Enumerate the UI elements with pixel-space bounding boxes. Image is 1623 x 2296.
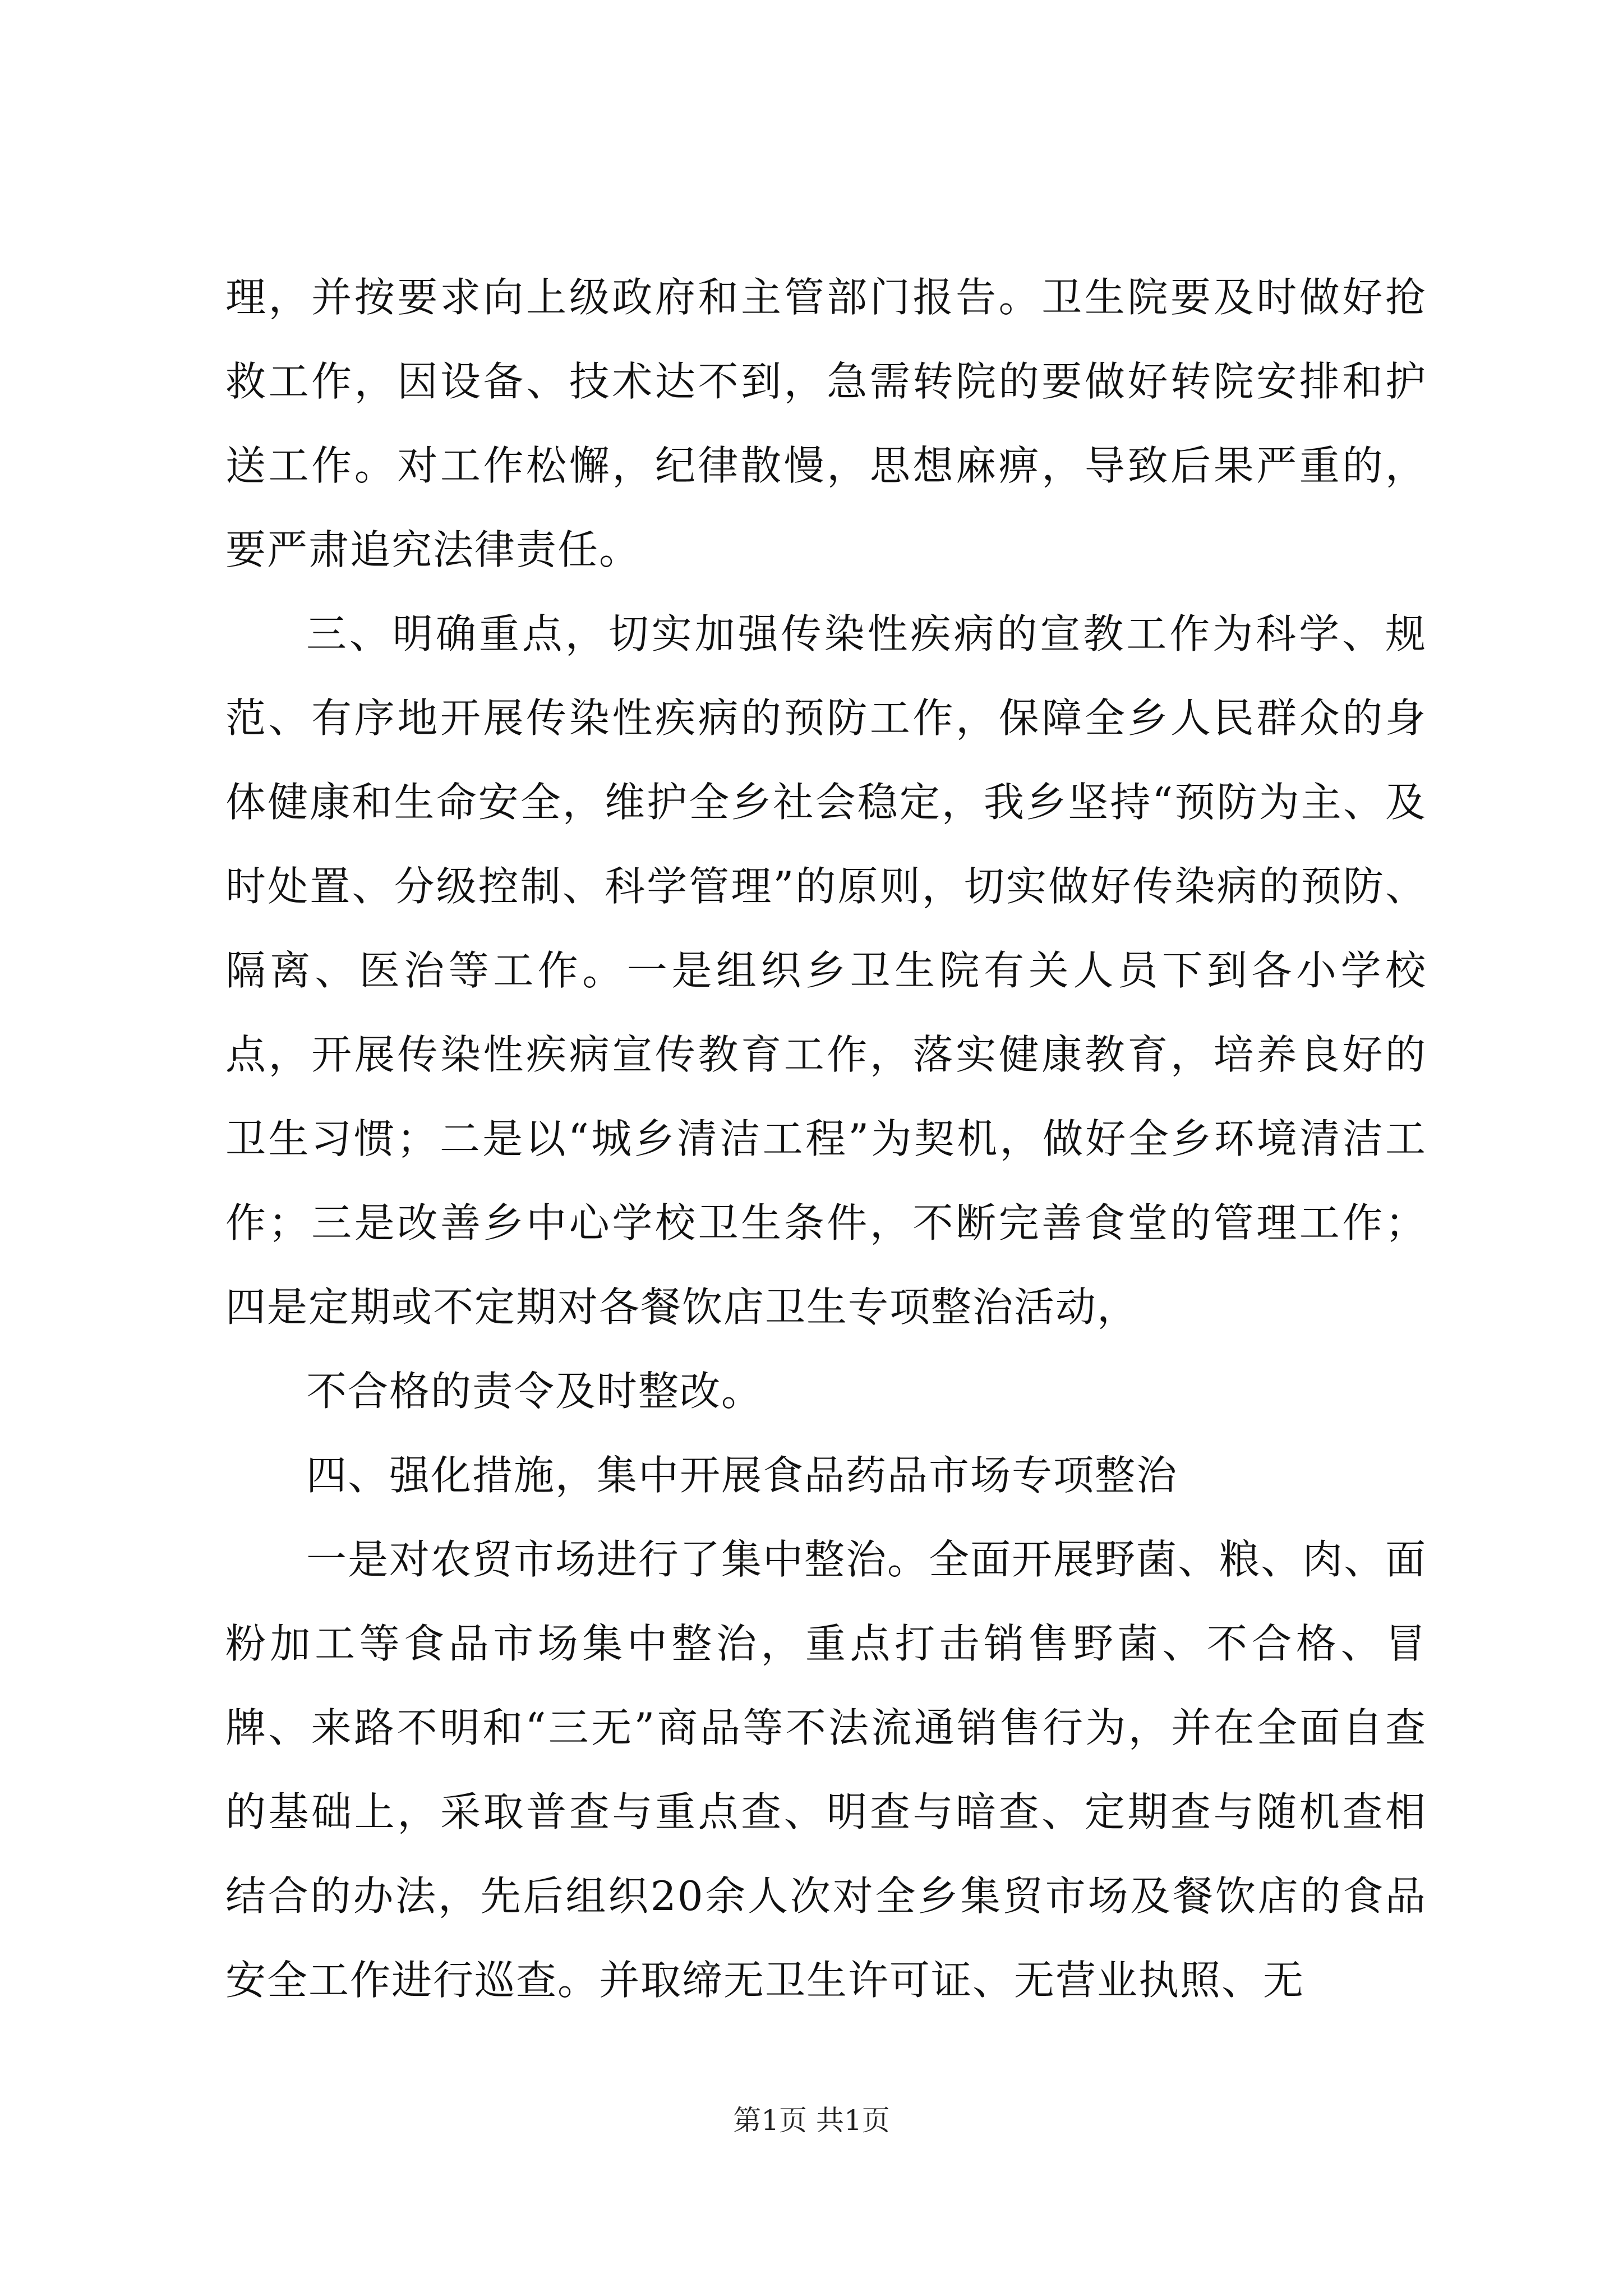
section-heading-four: 四、强化措施，集中开展食品药品市场专项整治 — [306, 1452, 1178, 1499]
document-body — [225, 255, 1427, 2022]
paragraph-market-rectification: 一是对农贸市场进行了集中整治。全面开展野菌、粮、肉、面粉加工等食品市场集中整治，重点打击销售野菌、不合格、冒牌、来路不明和“三无”商品等不法流通销售行为，并在全面自查的基础上，采取普查与重点查、明查与暗查、定期查与随机查相结合的办法，先后组织20余人次对全乡集贸市场及餐饮店的食品安全工作进行巡查。并取缔无卫生许可证、无营业执照、无 — [225, 1536, 1427, 2004]
paragraph-continuation: 理，并按要求向上级政府和主管部门报告。卫生院要及时做好抢救工作，因设备、技术达不到，急需转院的要做好转院安排和护送工作。对工作松懈，纪律散慢，思想麻痹，导致后果严重的，要严肃追究法律责任。 — [225, 274, 1427, 573]
paragraph-section-three: 三、明确重点，切实加强传染性疾病的宣教工作为科学、规范、有序地开展传染性疾病的预防工作，保障全乡人民群众的身体健康和生命安全，维护全乡社会稳定，我乡坚持“预防为主、及时处置、分级控制、科学管理”的原则，切实做好传染病的预防、隔离、医治等工作。一是组织乡卫生院有关人员下到各小学校点，开展传染性疾病宣传教育工作，落实健康教育，培养良好的卫生习惯；二是以“城乡清洁工程”为契机，做好全乡环境清洁工作；三是改善乡中心学校卫生条件，不断完善食堂的管理工作；四是定期或不定期对各餐饮店卫生专项整治活动， — [225, 610, 1427, 1331]
paragraph-rectification: 不合格的责令及时整改。 — [306, 1368, 763, 1415]
page-footer: 第1页 共1页 — [733, 2104, 890, 2137]
